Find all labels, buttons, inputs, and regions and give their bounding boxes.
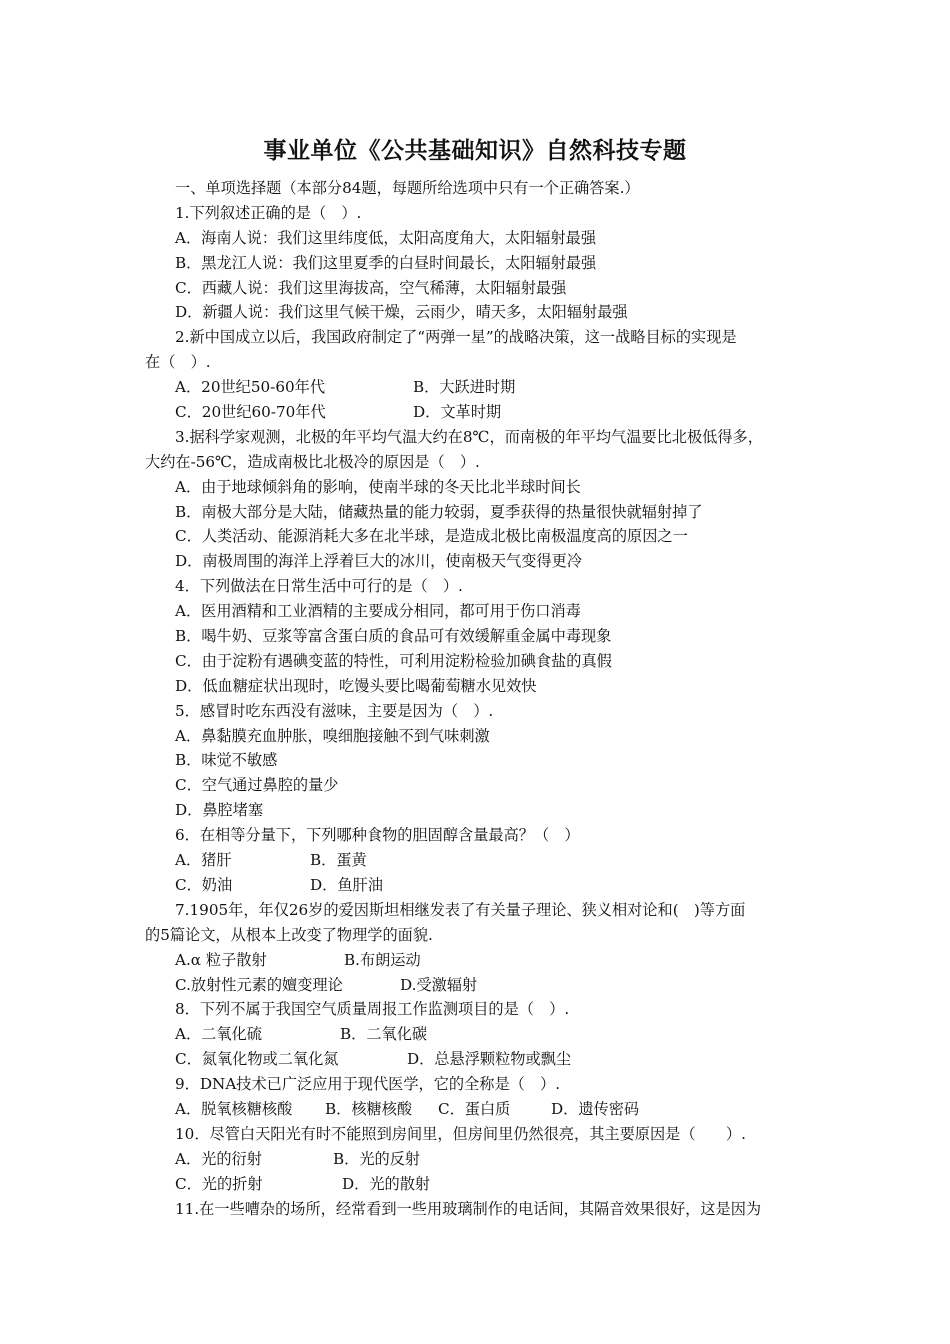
- question-9-option-a: A．脱氧核糖核酸: [175, 1099, 293, 1118]
- question-7-options-row-2: [145, 973, 807, 998]
- question-2-options-row-2: [145, 400, 807, 425]
- question-10-option-d: D．光的散射: [342, 1174, 431, 1193]
- question-2-option-a: A．20世纪50-60年代: [175, 378, 326, 397]
- question-4-option-c: C．由于淀粉有遇碘变蓝的特性，可利用淀粉检验加碘食盐的真假: [175, 651, 612, 670]
- question-9-stem: 9．DNA技术已广泛应用于现代医学，它的全称是（ ）.: [175, 1075, 561, 1094]
- question-2-stem-cont: 在（ ）.: [145, 353, 211, 372]
- question-2-option-b: B．大跃进时期: [413, 378, 516, 397]
- question-8-option-b: B．二氧化碳: [340, 1025, 428, 1044]
- question-8-options-row-2: [145, 1047, 807, 1072]
- question-6-option-b: B．蛋黄: [310, 851, 367, 870]
- question-2-stem: 2.新中国成立以后，我国政府制定了“两弹一星”的战略决策，这一战略目标的实现是: [175, 328, 737, 347]
- question-6-options-row-2: [145, 873, 807, 898]
- question-9-option-d: D．遗传密码: [551, 1099, 640, 1118]
- question-6-option-d: D．鱼肝油: [310, 875, 383, 894]
- question-6-option-c: C．奶油: [175, 875, 233, 894]
- question-4-stem: 4．下列做法在日常生活中可行的是（ ）.: [175, 577, 463, 596]
- question-3-option-c: C．人类活动、能源消耗大多在北半球，是造成北极比南极温度高的原因之一: [175, 527, 688, 546]
- question-5-stem: 5．感冒时吃东西没有滋味，主要是因为（ ）.: [175, 701, 494, 720]
- question-9-option-b: B．核糖核酸: [325, 1099, 413, 1118]
- question-9-option-c: C．蛋白质: [438, 1099, 511, 1118]
- question-3-option-d: D．南极周围的海洋上浮着巨大的冰川，使南极天气变得更冷: [175, 552, 583, 571]
- question-8-options-row-1: [145, 1022, 807, 1047]
- question-10-options-row-1: [145, 1147, 807, 1172]
- question-1-option-a: A．海南人说：我们这里纬度低，太阳高度角大，太阳辐射最强: [175, 228, 597, 247]
- question-4-option-b: B．喝牛奶、豆浆等富含蛋白质的食品可有效缓解重金属中毒现象: [175, 627, 612, 646]
- page-title: 事业单位《公共基础知识》自然科技专题: [263, 138, 687, 164]
- question-1-stem: 1.下列叙述正确的是（ ）.: [175, 203, 362, 222]
- question-11-stem: 11.在一些嘈杂的场所，经常看到一些用玻璃制作的电话间，其隔音效果很好，这是因为: [175, 1199, 762, 1218]
- question-7-option-b: B.布朗运动: [344, 950, 421, 969]
- question-2-options-row-1: [145, 375, 807, 400]
- question-3-stem: 3.据科学家观测，北极的年平均气温大约在8℃，而南极的年平均气温要比北极低得多，: [175, 427, 763, 446]
- question-7-option-d: D.受激辐射: [400, 975, 478, 994]
- question-2-option-d: D．文革时期: [413, 403, 502, 422]
- question-7-stem: 7.1905年，年仅26岁的爱因斯坦相继发表了有关量子理论、狭义相对论和( )等方面: [175, 900, 746, 919]
- question-1-option-c: C．西藏人说：我们这里海拔高，空气稀薄，太阳辐射最强: [175, 278, 567, 297]
- question-10-option-c: C．光的折射: [175, 1174, 263, 1193]
- question-8-option-c: C．氮氧化物或二氧化氮: [175, 1050, 339, 1069]
- question-8-stem: 8．下列不属于我国空气质量周报工作监测项目的是（ ）.: [175, 1000, 570, 1019]
- question-8-option-d: D．总悬浮颗粒物或飘尘: [407, 1050, 572, 1069]
- question-2-option-c: C．20世纪60-70年代: [175, 403, 326, 422]
- question-10-stem: 10．尽管白天阳光有时不能照到房间里，但房间里仍然很亮，其主要原因是（ ）.: [175, 1124, 746, 1143]
- question-8-option-a: A．二氧化硫: [175, 1025, 262, 1044]
- question-5-option-b: B．味觉不敏感: [175, 751, 278, 770]
- question-10-option-b: B．光的反射: [333, 1149, 421, 1168]
- question-10-option-a: A．光的衍射: [175, 1149, 262, 1168]
- question-3-stem-cont: 大约在-56℃，造成南极比北极冷的原因是（ ）.: [145, 452, 480, 471]
- question-5-option-a: A．鼻黏膜充血肿胀，嗅细胞接触不到气味刺激: [175, 726, 490, 745]
- question-1-option-d: D．新疆人说：我们这里气候干燥，云雨少，晴天多，太阳辐射最强: [175, 303, 628, 322]
- question-7-stem-cont: 的5篇论文，从根本上改变了物理学的面貌.: [145, 925, 433, 944]
- question-4-option-d: D．低血糖症状出现时，吃馒头要比喝葡萄糖水见效快: [175, 676, 537, 695]
- question-9-options-row: [145, 1097, 807, 1122]
- question-3-option-a: A．由于地球倾斜角的影响，使南半球的冬天比北半球时间长: [175, 477, 581, 496]
- question-1-option-b: B．黑龙江人说：我们这里夏季的白昼时间最长，太阳辐射最强: [175, 253, 597, 272]
- question-4-option-a: A．医用酒精和工业酒精的主要成分相同，都可用于伤口消毒: [175, 602, 581, 621]
- question-list: [145, 176, 807, 1221]
- question-7-option-c: C.放射性元素的嬗变理论: [175, 975, 343, 994]
- question-3-option-b: B．南极大部分是大陆，储藏热量的能力较弱，夏季获得的热量很快就辐射掉了: [175, 502, 703, 521]
- question-5-option-d: D．鼻腔堵塞: [175, 801, 264, 820]
- question-6-option-a: A．猪肝: [175, 851, 232, 870]
- question-7-option-a: A.α 粒子散射: [175, 950, 267, 969]
- question-6-options-row-1: [145, 848, 807, 873]
- question-10-options-row-2: [145, 1172, 807, 1197]
- section-heading: 一、单项选择题（本部分84题，每题所给选项中只有一个正确答案.）: [175, 179, 640, 197]
- question-5-option-c: C．空气通过鼻腔的量少: [175, 776, 339, 795]
- question-6-stem: 6．在相等分量下，下列哪种食物的胆固醇含量最高？（ ）: [175, 826, 580, 845]
- question-7-options-row-1: [145, 948, 807, 973]
